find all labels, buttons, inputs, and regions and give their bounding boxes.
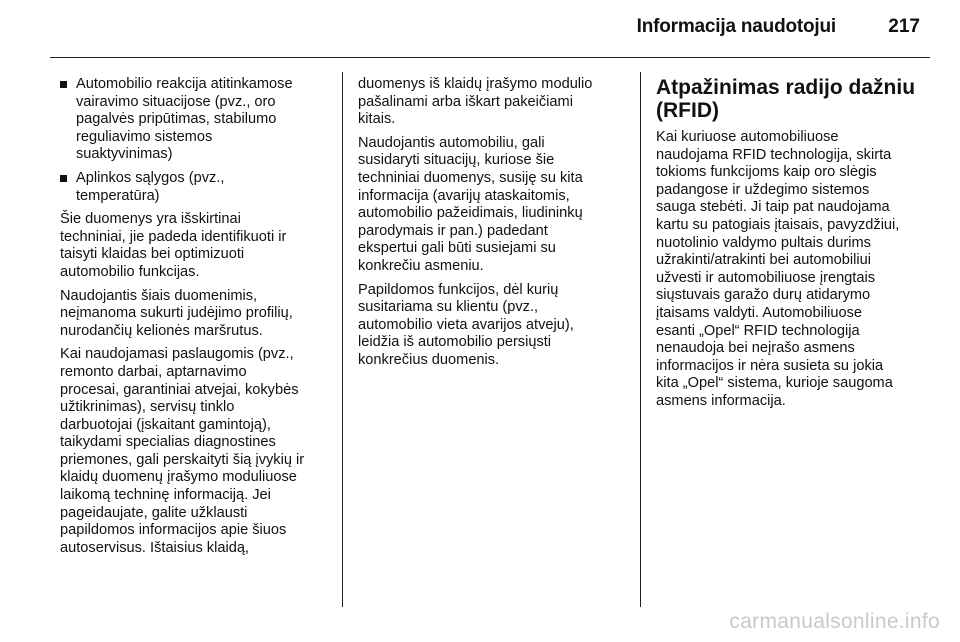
text-line: Naudojantis automobiliu, gali — [358, 134, 545, 151]
text-line: susitariama su klientu (pvz., — [358, 299, 539, 316]
page-number: 217 — [888, 16, 920, 37]
text-line: Šie duomenys yra išskirtinai — [60, 211, 241, 228]
text-line: pagalvės pripūtimas, stabilumo — [76, 111, 277, 128]
paragraph — [358, 282, 630, 370]
text-line: Aplinkos sąlygos (pvz., — [76, 169, 225, 186]
text-line: laikomą techninę informaciją. Jei — [60, 487, 271, 504]
text-line: užvesti ir automobiliuose įrengtais — [656, 269, 876, 286]
text-line: tokioms funkcijoms kaip oro slėgis — [656, 164, 877, 181]
paragraph — [60, 288, 330, 341]
text-line: suaktyvinimas) — [76, 146, 173, 163]
text-line: sauga stebėti. Ji taip pat naudojama — [656, 199, 890, 216]
text-line: leidžia iš automobilio persiųsti — [358, 334, 552, 351]
paragraph — [358, 135, 630, 276]
text-line: informacijos ir nėra susieta su jokia — [656, 357, 884, 374]
bullet-item-vehicle-reaction — [60, 76, 330, 164]
text-line: asmens informacija. — [656, 392, 786, 409]
paragraph — [358, 76, 630, 129]
text-line: ekspertui gali būti susiejami su — [358, 240, 556, 257]
text-line: duomenys iš klaidų įrašymo modulio — [358, 76, 593, 92]
text-line: procesai, garantiniai atvejai, kokybės — [60, 381, 299, 398]
column-middle — [358, 76, 630, 376]
text-line: automobilio pažeidimais, liudininkų — [358, 205, 583, 222]
bullet-text — [76, 170, 330, 205]
text-line: informacija (avarijų ataskaitomis, — [358, 187, 570, 204]
text-line: padangose ir uždegimo sistemos — [656, 181, 870, 198]
text-line: autoservisus. Ištaisius klaidą, — [60, 539, 249, 556]
column-divider-left — [342, 72, 343, 607]
text-line: Automobilio reakcija atitinkamose — [76, 76, 293, 92]
text-line: klaidų duomenų įrašymo moduliuose — [60, 469, 297, 486]
text-line: priemones, gali perskaityti šią įvykių ir — [60, 451, 305, 468]
text-line: esanti „Opel“ RFID technologija — [656, 322, 860, 339]
text-line: nenaudoja bei neįrašo asmens — [656, 340, 855, 357]
text-line: papildomos informacijos apie šiuos — [60, 522, 287, 539]
text-line: pašalinami arba iškart pakeičiami — [358, 93, 573, 110]
section-title-rfid — [656, 76, 926, 122]
text-line: nuotolinio valdymo pultais durims — [656, 234, 871, 251]
text-line: Naudojantis šiais duomenimis, — [60, 287, 258, 304]
text-line: taikydami specialias diagnostines — [60, 434, 276, 451]
text-line: Kai naudojamasi paslaugomis (pvz., — [60, 346, 294, 363]
text-line: susidaryti situacijų, kuriose šie — [358, 152, 555, 169]
text-line: Papildomos funkcijos, dėl kurių — [358, 281, 559, 298]
text-line: temperatūra) — [76, 187, 160, 204]
text-line: kartu su patogiais įtaisais, pavyzdžiui, — [656, 216, 900, 233]
bullet-item-environment — [60, 170, 330, 205]
text-line: taisyti klaidas bei optimizuoti — [60, 246, 245, 263]
text-line: siųstuvais garažo durų atidarymo — [656, 287, 871, 304]
watermark: carmanualsonline.info — [729, 610, 940, 633]
paragraph — [656, 129, 926, 411]
column-right — [656, 76, 926, 417]
text-line: (RFID) — [656, 99, 719, 122]
column-divider-right — [640, 72, 641, 607]
text-line: įtaisams valdyti. Automobiliuose — [656, 304, 863, 321]
paragraph — [60, 346, 330, 557]
text-line: užtikrinimas), servisų tinklo — [60, 399, 235, 416]
text-line: pageidaujate, galite užklausti — [60, 504, 248, 521]
paragraph — [60, 211, 330, 281]
page-header-title: Informacija naudotojui — [636, 16, 836, 37]
text-line: techniniai, jie padeda identifikuoti ir — [60, 228, 287, 245]
text-line: Atpažinimas radijo dažniu — [656, 76, 916, 99]
text-line: parodymais ir pan.) padedant — [358, 222, 548, 239]
text-line: neįmanoma sukurti judėjimo profilių, — [60, 305, 293, 322]
text-line: kitais. — [358, 111, 396, 128]
text-line: konkrečius duomenis. — [358, 351, 500, 368]
text-line: Kai kuriuose automobiliuose — [656, 129, 839, 145]
text-line: nurodančių kelionės maršrutus. — [60, 322, 263, 339]
text-line: automobilio funkcijas. — [60, 263, 200, 280]
text-line: naudojama RFID technologija, skirta — [656, 146, 892, 163]
header-rule — [50, 57, 930, 58]
column-left — [60, 76, 330, 563]
text-line: automobilio vieta avarijos atveju), — [358, 316, 574, 333]
text-line: konkrečiu asmeniu. — [358, 257, 484, 274]
text-line: darbuotojai (įskaitant gamintoją), — [60, 416, 271, 433]
text-line: remonto darbai, aptarnavimo — [60, 363, 247, 380]
text-line: vairavimo situacijose (pvz., oro — [76, 93, 276, 110]
bullet-square-icon — [60, 81, 67, 88]
text-line: techniniai duomenys, susiję su kita — [358, 169, 583, 186]
bullet-text — [76, 76, 330, 164]
text-line: kita „Opel“ sistema, kurioje saugoma — [656, 375, 893, 392]
bullet-square-icon — [60, 175, 67, 182]
text-line: reguliavimo sistemos — [76, 128, 213, 145]
text-line: užrakinti/atrakinti bei automobiliui — [656, 252, 871, 269]
